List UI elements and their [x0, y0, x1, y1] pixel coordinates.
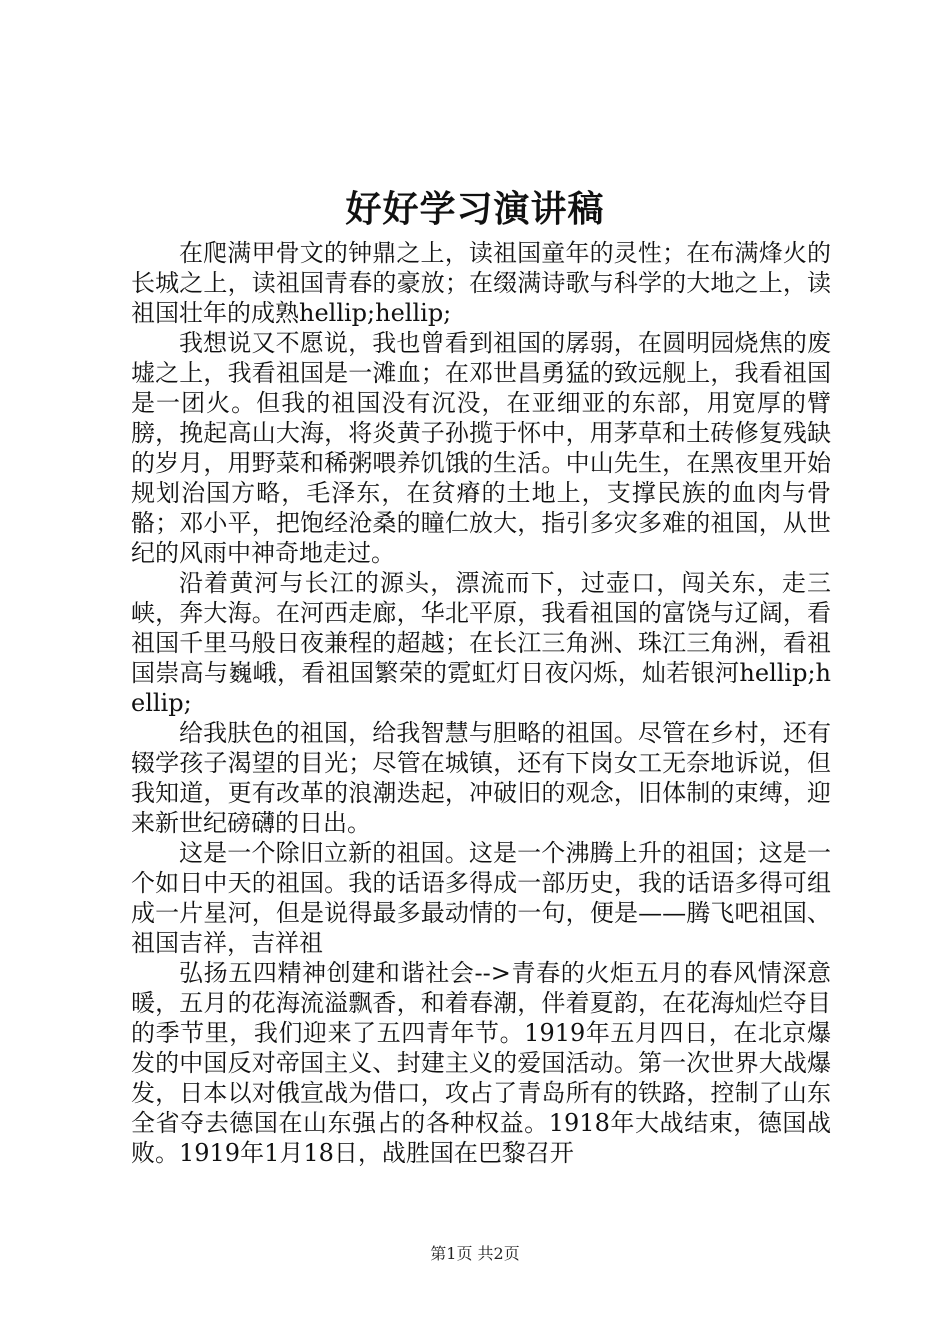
paragraph-6: 弘扬五四精神创建和谐社会-->青春的火炬五月的春风情深意暖，五月的花海流溢飘香，和着春潮，伴着夏韵，在花海灿烂夺目的季节里，我们迎来了五四青年节。1919年五月四日，在北京爆发的中国反对帝国主义、封建主义的爱国活动。第一次世界大战爆发，日本以对俄宣战为借口，攻占了青岛所有的铁路，控制了山东全省夺去德国在山东强占的各种权益。1918年大战结束，德国战败。1919年1月18日，战胜国在巴黎召开	[131, 959, 831, 1167]
paragraph-1: 在爬满甲骨文的钟鼎之上，读祖国童年的灵性；在布满烽火的长城之上，读祖国青春的豪放；在缀满诗歌与科学的大地之上，读祖国壮年的成熟hellip;hellip;	[131, 239, 831, 327]
paragraph-2: 我想说又不愿说，我也曾看到祖国的孱弱，在圆明园烧焦的废墟之上，我看祖国是一滩血；在邓世昌勇猛的致远舰上，我看祖国是一团火。但我的祖国没有沉没，在亚细亚的东部，用宽厚的臂膀，挽起高山大海，将炎黄子孙揽于怀中，用茅草和土砖修复残缺的岁月，用野菜和稀粥喂养饥饿的生活。中山先生，在黑夜里开始规划治国方略，毛泽东，在贫瘠的土地上，支撑民族的血肉与骨骼；邓小平，把饱经沧桑的瞳仁放大，指引多灾多难的祖国，从世纪的风雨中神奇地走过。	[131, 329, 831, 567]
page-footer: 第1页 共2页	[430, 1244, 520, 1263]
document-body	[131, 238, 831, 1168]
paragraph-5: 这是一个除旧立新的祖国。这是一个沸腾上升的祖国；这是一个如日中天的祖国。我的话语多得成一部历史，我的话语多得可组成一片星河，但是说得最多最动情的一句，便是——腾飞吧祖国、祖国吉祥，吉祥祖	[131, 839, 831, 957]
paragraph-3: 沿着黄河与长江的源头，漂流而下，过壶口，闯关东，走三峡，奔大海。在河西走廊，华北平原，我看祖国的富饶与辽阔，看祖国千里马般日夜兼程的超越；在长江三角洲、珠江三角洲，看祖国崇高与巍峨，看祖国繁荣的霓虹灯日夜闪烁，灿若银河hellip;hellip;	[131, 569, 831, 717]
document-title: 好好学习演讲稿	[345, 188, 605, 230]
paragraph-4: 给我肤色的祖国，给我智慧与胆略的祖国。尽管在乡村，还有辍学孩子渴望的目光；尽管在城镇，还有下岗女工无奈地诉说，但我知道，更有改革的浪潮迭起，冲破旧的观念，旧体制的束缚，迎来新世纪磅礴的日出。	[131, 719, 831, 837]
